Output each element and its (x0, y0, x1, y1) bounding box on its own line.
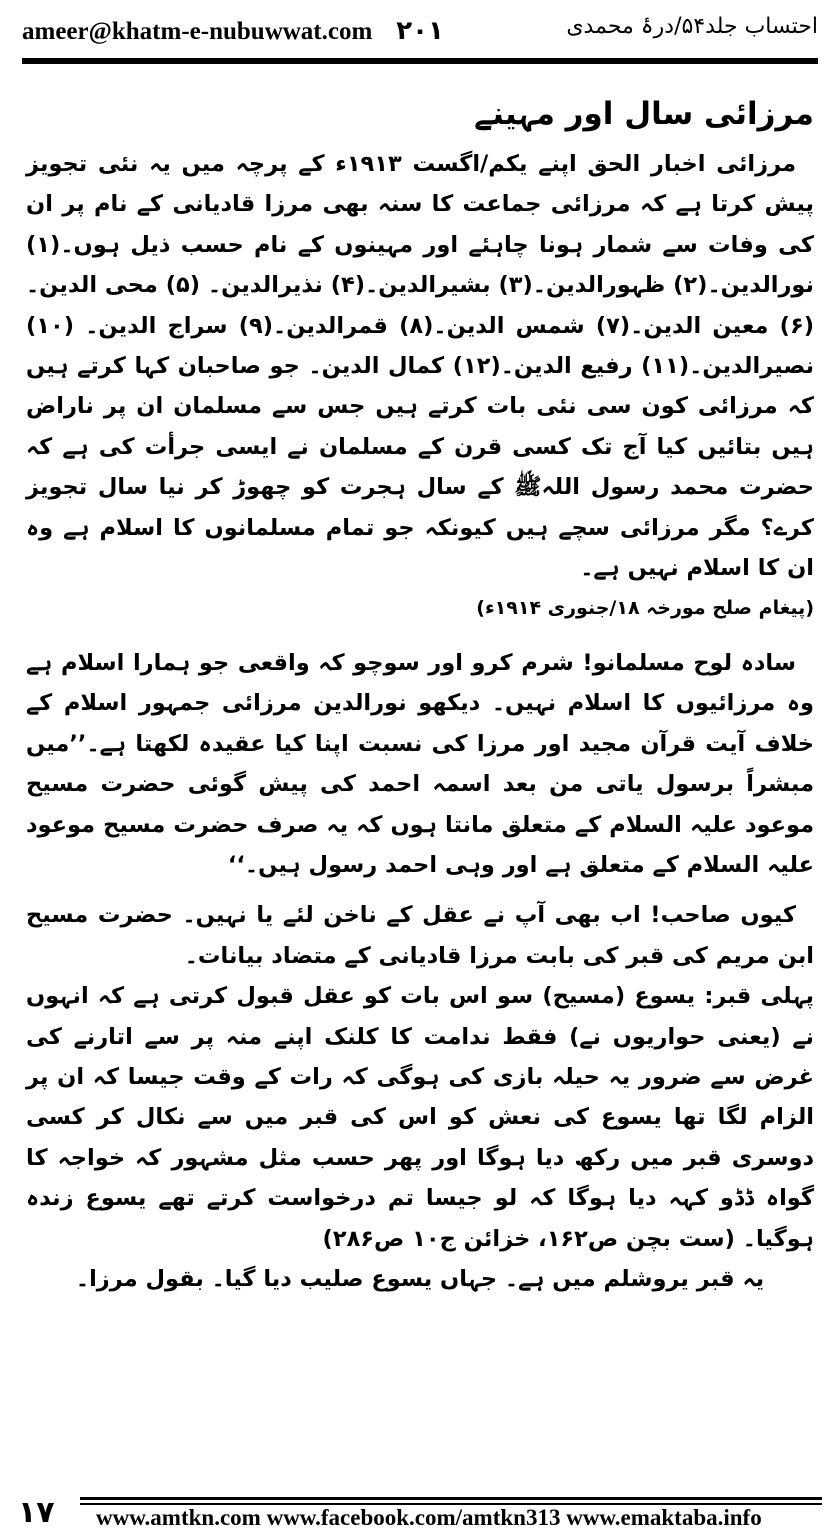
paragraph-5: یہ قبر یروشلم میں ہے۔ جہاں یسوع صلیب دیا گیا۔ بقول مرزا۔ (75, 1265, 765, 1292)
spacer (26, 629, 814, 643)
paragraph-2: سادہ لوح مسلمانو! شرم کرو اور سوچو کہ واقعی جو ہمارا اسلام ہے وہ مرزائیوں کا اسلام نہیں۔ دیکھو نورالدین مرزائی جمہور اسلام کے خلاف آیت قرآن مجید اور مرزا کی نسبت اپنا کیا عقیدہ لکھتا ہے۔’’میں مبشراً برسول یاتی من بعد اسمہ احمد کی پیش گوئی حضرت مسیح موعود علیہ السلام کے متعلق مانتا ہوں کہ یہ صرف حضرت مسیح موعود علیہ السلام کے متعلق ہے اور وہی احمد رسول ہیں۔‘‘ (26, 649, 814, 878)
header-rule (22, 58, 818, 64)
header-page-number: ۲۰۱ (396, 16, 444, 46)
paragraph-1: مرزائی اخبار الحق اپنے یکم/اگست ۱۹۱۳ء کے پرچہ میں یہ نئی تجویز پیش کرتا ہے کہ مرزائی جماعت کا سنہ بھی مرزا قادیانی کے نام پر ان کی وفات سے شمار ہونا چاہئے اور مہینوں کے نام حسب ذیل ہوں۔(۱) نورالدین۔(۲) ظہورالدین۔(۳) بشیرالدین۔(۴) نذیرالدین۔ (۵) محی الدین۔(۶) معین الدین۔(۷) شمس الدین۔(۸) قمرالدین۔(۹) سراج الدین۔ (۱۰) نصیرالدین۔(۱۱) رفیع الدین۔(۱۲) کمال الدین۔ جو صاحبان کہا کرتے ہیں کہ مرزائی کون سی نئی بات کرتے ہیں جس سے مسلمان ان پر ناراض ہیں بتائیں کیا آج تک کسی قرن کے مسلمان نے ایسی جرأت کی ہے کہ حضرت محمد رسول اللہﷺ کے سال ہجرت کو چھوڑ کر نیا سال تجویز کرے؟ مگر مرزائی سچے ہیں کیونکہ جو تمام مسلمانوں کا اسلام ہے وہ ان کا اسلام نہیں ہے۔ (26, 151, 815, 582)
reference-citation: (پیغام صلح مورخہ ۱۸/جنوری ۱۹۱۴ء) (476, 597, 814, 620)
page-header (22, 14, 818, 50)
header-left (22, 16, 444, 46)
paragraph-4: پہلی قبر: یسوع (مسیح) سو اس بات کو عقل قبول کرتی ہے کہ انہوں نے (یعنی حواریوں نے) فقط ندامت کا کلنک اپنے منہ پر سے اتارنے کی غرض سے ضرور یہ حیلہ بازی کی ہوگی کہ رات کے وقت جیسا کہ ان پر الزام لگا تھا یسوع کی نعش کو اس کی قبر میں سے نکال کر کسی دوسری قبر میں رکھ دیا ہوگا اور پھر حسب مثل مشہور کہ خواجہ کا گواہ ڈڈو کہہ دیا ہوگا کہ لو جیسا تم درخواست کرتے تھے یسوع زندہ ہوگیا۔ (ست بچن ص۱۶۲، خزائن ج۱۰ ص۲۸۶) (26, 983, 814, 1252)
footer-page-marker: ۱۷ (18, 1495, 55, 1530)
paragraph-3: کیوں صاحب! اب بھی آپ نے عقل کے ناخن لئے یا نہیں۔ حضرت مسیح ابن مریم کی قبر کی بابت مرزا قادیانی کے متضاد بیانات۔ (26, 902, 814, 969)
section-title: مرزائی سال اور مہینے (474, 96, 814, 132)
header-email: ameer@khatm-e-nubuwwat.com (22, 18, 373, 45)
footer-links[interactable]: www.amtkn.com www.facebook.com/amtkn313 www.emaktaba.info (96, 1505, 762, 1530)
page-body (26, 84, 814, 1299)
footer-rule (80, 1497, 822, 1500)
header-book-title: احتساب جلد۵۴/درۂ محمدی (566, 14, 818, 39)
page-footer (0, 1491, 840, 1540)
